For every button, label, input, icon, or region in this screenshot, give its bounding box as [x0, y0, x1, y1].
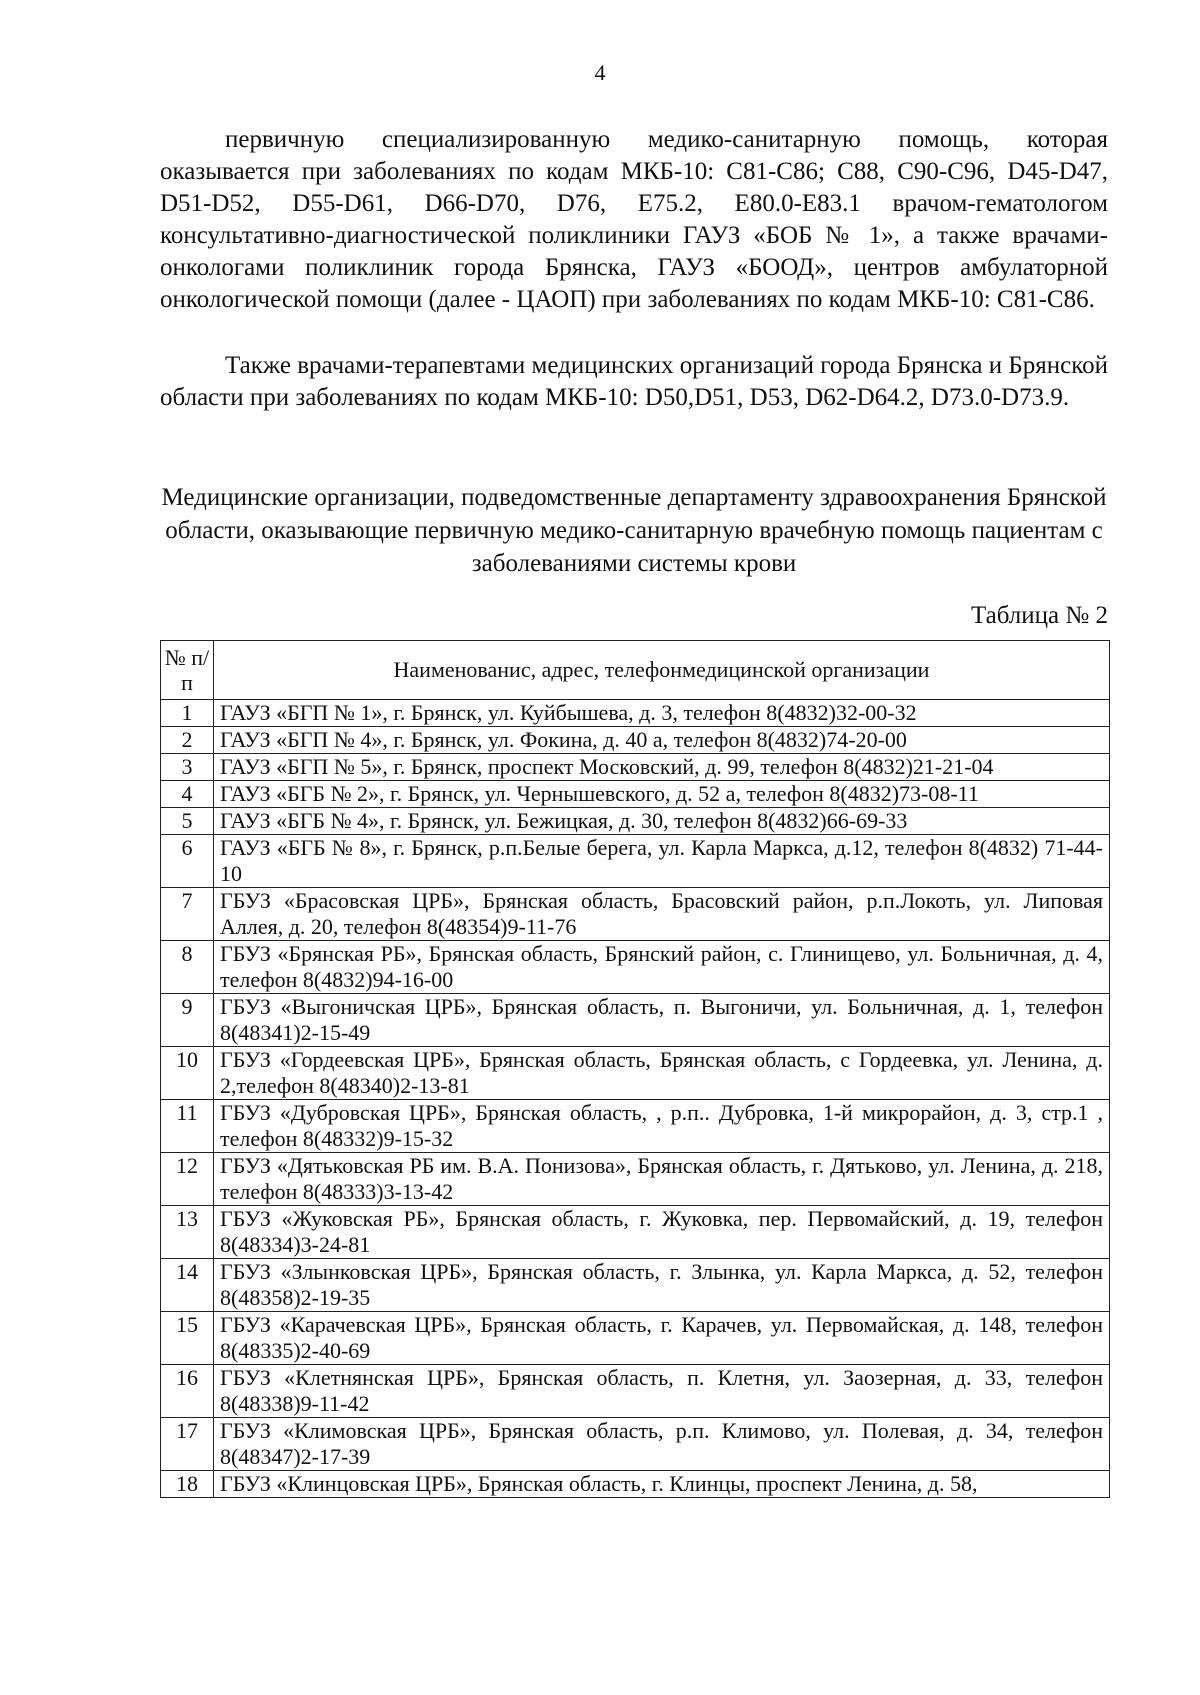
- organization-details: ГАУЗ «БГБ № 4», г. Брянск, ул. Бежицкая, д. 30, телефон 8(4832)66-69-33: [214, 808, 1110, 835]
- row-number: 4: [161, 781, 214, 808]
- table-body: [161, 700, 1110, 1498]
- table-row: [161, 835, 1110, 888]
- row-number: 15: [161, 1312, 214, 1365]
- table-row: [161, 888, 1110, 941]
- organization-details: ГАУЗ «БГП № 5», г. Брянск, проспект Московский, д. 99, телефон 8(4832)21-21-04: [214, 754, 1110, 781]
- row-number: 13: [161, 1206, 214, 1259]
- organization-details: ГБУЗ «Брасовская ЦРБ», Брянская область, Брасовский район, р.п.Локоть, ул. Липовая Аллея, д. 20, телефон 8(48354)9-11-76: [214, 888, 1110, 941]
- table-row: [161, 808, 1110, 835]
- table-row: [161, 1153, 1110, 1206]
- section-heading: Медицинские организации, подведомственные департаменту здравоохранения Брянской области, оказывающие первичную медико-санитарную врачебную помощь пациентам с заболеваниями системы крови: [161, 484, 1107, 577]
- row-number: 17: [161, 1418, 214, 1471]
- paragraph-1: первичную специализированную медико-санитарную помощь, которая оказывается при заболеваниях по кодам МКБ-10: С81-С86; С88, С90-С96, D45-D47, D51-D52, D55-D61, D66-D70, D76, Е75.2, Е80.0-Е83.1 врачом-гематологом консультативно-диагностической поликлиники ГАУЗ «БОБ № 1», а также врачами-онкологами поликлиник города Брянска, ГАУЗ «БООД», центров амбулаторной онкологической помощи (далее - ЦАОП) при заболеваниях по кодам МКБ-10: С81-С86.: [160, 126, 1108, 313]
- table-row: [161, 1259, 1110, 1312]
- organization-details: ГБУЗ «Дубровская ЦРБ», Брянская область, , р.п.. Дубровка, 1-й микрорайон, д. 3, стр.1 , телефон 8(48332)9-15-32: [214, 1100, 1110, 1153]
- page-number: 4: [594, 60, 606, 85]
- organization-details: ГАУЗ «БГП № 1», г. Брянск, ул. Куйбышева, д. 3, телефон 8(4832)32-00-32: [214, 700, 1110, 727]
- table-row: [161, 754, 1110, 781]
- table-caption: Таблица № 2: [970, 602, 1108, 629]
- table-row: [161, 781, 1110, 808]
- organization-details: ГБУЗ «Карачевская ЦРБ», Брянская область, г. Карачев, ул. Первомайская, д. 148, телефон 8(48335)2-40-69: [214, 1312, 1110, 1365]
- table-row: [161, 1471, 1110, 1498]
- table-row: [161, 1047, 1110, 1100]
- paragraph-2: Также врачами-терапевтами медицинских организаций города Брянска и Брянской области при заболеваниях по кодам МКБ-10: D50,D51, D53, D62-D64.2, D73.0-D73.9.: [160, 352, 1108, 411]
- row-number: 14: [161, 1259, 214, 1312]
- row-number: 5: [161, 808, 214, 835]
- organizations-table: [160, 640, 1110, 1498]
- table-row: [161, 1312, 1110, 1365]
- organization-details: ГБУЗ «Злынковская ЦРБ», Брянская область, г. Злынка, ул. Карла Маркса, д. 52, телефон 8(48358)2-19-35: [214, 1259, 1110, 1312]
- organization-details: ГБУЗ «Климовская ЦРБ», Брянская область, р.п. Климово, ул. Полевая, д. 34, телефон 8(48347)2-17-39: [214, 1418, 1110, 1471]
- organization-details: ГБУЗ «Гордеевская ЦРБ», Брянская область, Брянская область, с Гордеевка, ул. Ленина, д. 2,телефон 8(48340)2-13-81: [214, 1047, 1110, 1100]
- organization-details: ГБУЗ «Брянская РБ», Брянская область, Брянский район, с. Глинищево, ул. Больничная, д. 4, телефон 8(4832)94-16-00: [214, 941, 1110, 994]
- table-row: [161, 700, 1110, 727]
- row-number: 8: [161, 941, 214, 994]
- row-number: 11: [161, 1100, 214, 1153]
- row-number: 3: [161, 754, 214, 781]
- table-row: [161, 1418, 1110, 1471]
- table-row: [161, 1100, 1110, 1153]
- organization-details: ГБУЗ «Клинцовская ЦРБ», Брянская область, г. Клинцы, проспект Ленина, д. 58,: [214, 1471, 1110, 1498]
- row-number: 9: [161, 994, 214, 1047]
- table-row: [161, 1365, 1110, 1418]
- row-number: 10: [161, 1047, 214, 1100]
- row-number: 1: [161, 700, 214, 727]
- table-row: [161, 727, 1110, 754]
- row-number: 2: [161, 727, 214, 754]
- table-header-row: [161, 641, 1110, 700]
- organization-details: ГБУЗ «Жуковская РБ», Брянская область, г. Жуковка, пер. Первомайский, д. 19, телефон 8(48334)3-24-81: [214, 1206, 1110, 1259]
- table-row: [161, 1206, 1110, 1259]
- row-number: 7: [161, 888, 214, 941]
- header-number: № п/п: [161, 641, 214, 700]
- row-number: 18: [161, 1471, 214, 1498]
- header-name: Наименованис, адрес, телефонмедицинской организации: [214, 641, 1110, 700]
- row-number: 16: [161, 1365, 214, 1418]
- organization-details: ГБУЗ «Клетнянская ЦРБ», Брянская область, п. Клетня, ул. Заозерная, д. 33, телефон 8(48338)9-11-42: [214, 1365, 1110, 1418]
- organization-details: ГБУЗ «Дятьковская РБ им. В.А. Понизова», Брянская область, г. Дятьково, ул. Ленина, д. 218, телефон 8(48333)3-13-42: [214, 1153, 1110, 1206]
- organization-details: ГАУЗ «БГП № 4», г. Брянск, ул. Фокина, д. 40 а, телефон 8(4832)74-20-00: [214, 727, 1110, 754]
- row-number: 12: [161, 1153, 214, 1206]
- table-row: [161, 994, 1110, 1047]
- organization-details: ГАУЗ «БГБ № 8», г. Брянск, р.п.Белые берега, ул. Карла Маркса, д.12, телефон 8(4832) 71-44-10: [214, 835, 1110, 888]
- table-row: [161, 941, 1110, 994]
- organization-details: ГАУЗ «БГБ № 2», г. Брянск, ул. Чернышевского, д. 52 а, телефон 8(4832)73-08-11: [214, 781, 1110, 808]
- row-number: 6: [161, 835, 214, 888]
- organization-details: ГБУЗ «Выгоничская ЦРБ», Брянская область, п. Выгоничи, ул. Больничная, д. 1, телефон 8(48341)2-15-49: [214, 994, 1110, 1047]
